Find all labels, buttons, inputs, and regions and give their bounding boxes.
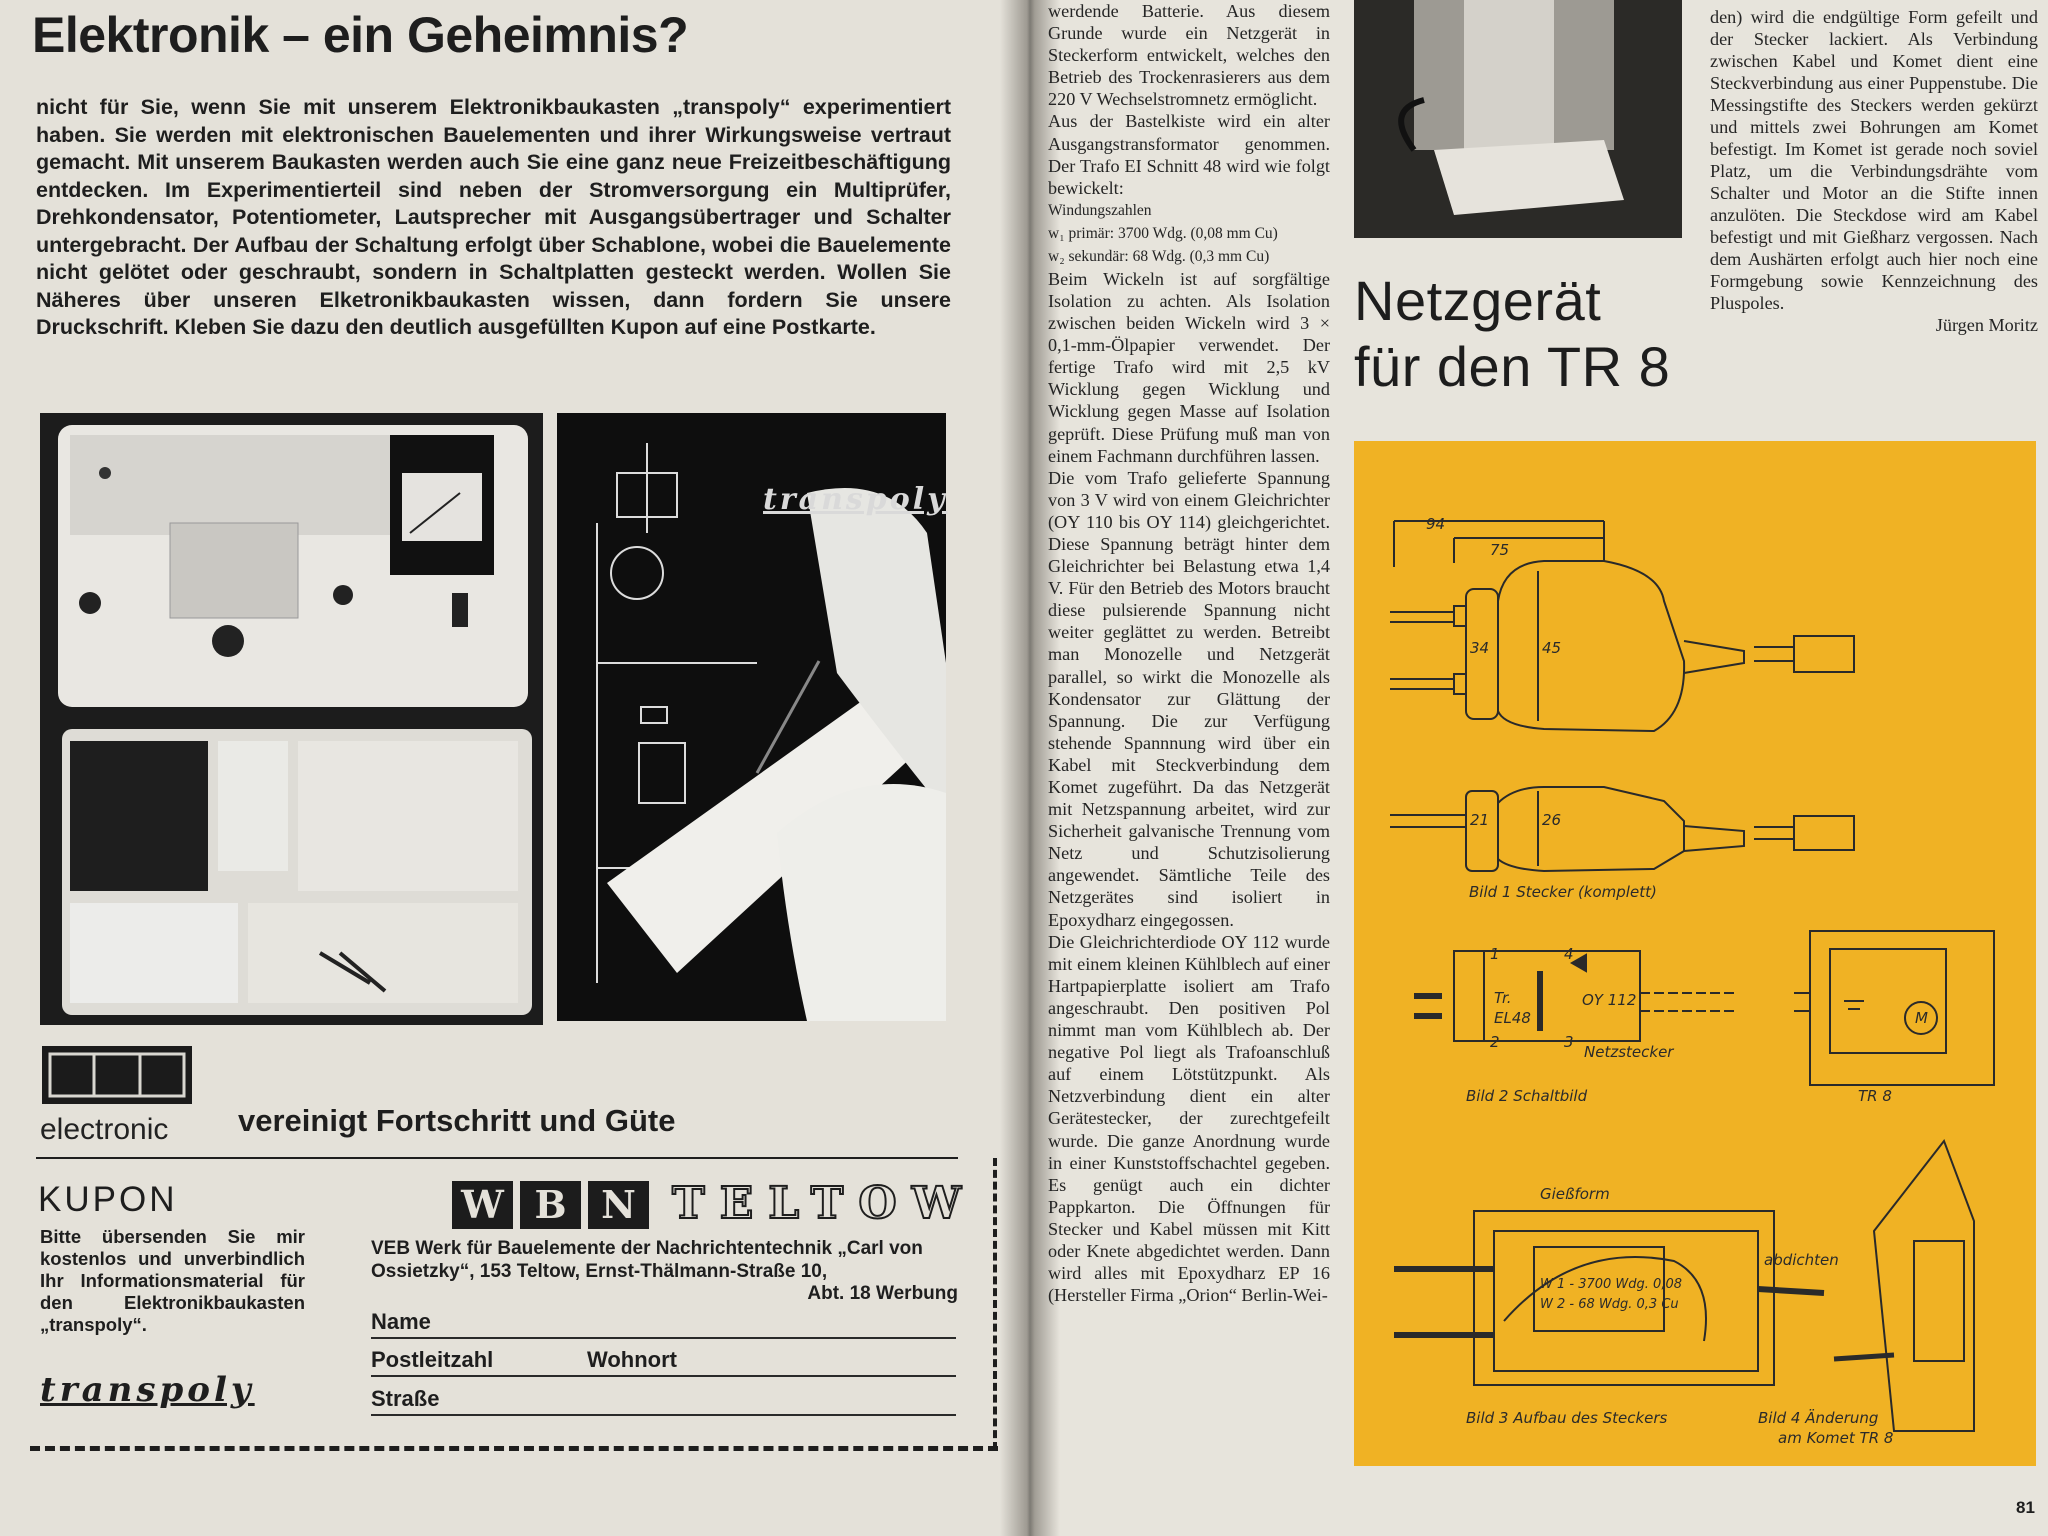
dim-21: 21 (1470, 811, 1490, 829)
figure-caption-1: Bild 1 Stecker (komplett) (1469, 883, 1657, 901)
veb-address-text: VEB Werk für Bauelemente der Nachrichtentechnik „Carl von Ossietzky“, 153 Teltow, Ernst-Thälmann-Straße 10, (371, 1238, 923, 1282)
label-pin-4: 4 (1564, 945, 1574, 963)
figure-caption-4b: am Komet TR 8 (1778, 1429, 1894, 1447)
dim-34: 34 (1470, 639, 1490, 657)
device-photo (1354, 0, 1682, 238)
col1-paragraph: werdende Batterie. Aus diesem Grunde wurde ein Netzgerät in Steckerform entwickelt, welches den Betrieb des Trockenrasierers aus dem 220 V Wechselstromnetz ermöglicht. (1048, 1, 1330, 110)
veb-address (371, 1238, 958, 1306)
ad-intro-text: nicht für Sie, wenn Sie mit unserem Elektronikbaukasten „transpoly“ experimentiert haben. Sie werden mit elektronischen Bauelementen und ihrer Wirkungsweise vertraut gemacht. Mit unserem Baukasten werden auch Sie eine ganz neue Freizeitbeschäftigung entdecken. Im Experimentierteil sind neben der Stromversorgung ein Multiprüfer, Drehkondensator, Potentiometer, Lautsprecher mit Ausgangsübertrager und Schalter untergebracht. Der Aufbau der Schaltung erfolgt über Schablone, wobei die Bauelemente nicht gelötet oder geschraubt, sondern in Schaltplatten gesteckt werden. Wollen Sie Näheres über unseren Elketronikbaukasten wissen, dann fordern Sie unsere Druckschrift. Kleben Sie dazu den deutlich ausgefüllten Kupon auf eine Postkarte. (36, 95, 951, 339)
article-column-1 (1048, 0, 1330, 1306)
wbn-letter-n: N (588, 1181, 649, 1229)
form-name-field[interactable] (371, 1309, 956, 1339)
coupon-cut-line (30, 1446, 998, 1451)
form-name-label: Name (371, 1309, 431, 1334)
label-pin-3: 3 (1564, 1033, 1574, 1051)
figure-caption-3: Bild 3 Aufbau des Steckers (1466, 1409, 1668, 1427)
label-pin-1: 1 (1490, 945, 1500, 963)
rft-slogan: vereinigt Fortschritt und Güte (238, 1103, 676, 1138)
windings-heading: Windungszahlen (1048, 201, 1152, 219)
col1-paragraph: Beim Wickeln ist auf sorgfältige Isolation zu achten. Als Isolation zwischen beiden Wickeln wird 3 × 0,1-mm-Ölpapier verwendet. Der fertige Trafo wird mit 2,5 kV Wicklung gegen Wicklung und Wicklung gegen Masse auf Isolation geprüft. Diese Prüfung muß man von einem Fachmann durchführen lassen. (1048, 268, 1330, 466)
article-title-line-2: für den TR 8 (1354, 335, 1671, 398)
col3-paragraph: den) wird die endgültige Form gefeilt und der Stecker lackiert. Als Verbindung zwischen Kabel und Komet dient eine Steckverbindung aus einer Puppenstube. Die Messingstifte des Steckers werden gekürzt und mittels zwei Bohrungen am Komet befestigt. Im Komet ist gerade noch soviel Platz, um die Verbindungsdrähte vom Schalter und Motor an die Stifte innen anzulöten. Die Steckdose wird am Kabel befestigt und mit Gießharz vergossen. Nach dem Aushärten erfolgt auch hier noch eine Formgebung sowie Kennzeichnung des Pluspoles. (1710, 7, 2038, 313)
wbn-letter-w: W (452, 1181, 513, 1229)
label-tr: Tr. (1494, 989, 1512, 1007)
article-author: Jürgen Moritz (1935, 315, 2038, 335)
col1-paragraph: Die Gleichrichterdiode OY 112 wurde mit einem kleinen Kühlblech auf einer Hartpapierplatte isoliert am Trafo angeschraubt. Den positiven Pol nimmt man vom Kühlblech ab. Der negative Pol liegt als Trafoanschluß auf einem Lötstützpunkt. Als Netzverbindung dient ein alter Gerätestecker, der zurechtgefeilt wurde. Die ganze Anordnung wurde in einer Kunststoffschachtel gegeben. Es genügt auch ein dichter Pappkarton. Die Öffnungen für Stecker und Kabel müssen mit Kitt oder Knete abgedichtet werden. Dann wird alles mit Epoxydharz EP 16 (Hersteller Firma „Orion“ Berlin-Wei- (1048, 931, 1330, 1306)
windings-primary: w₁ primär: 3700 Wdg. (0,08 mm Cu) (1048, 224, 1278, 242)
windings-secondary: w₂ sekundär: 68 Wdg. (0,3 mm Cu) (1048, 247, 1270, 265)
wbn-logo (452, 1181, 649, 1229)
kit-photo (40, 413, 543, 1025)
form-street-field[interactable] (371, 1386, 956, 1416)
veb-department: Abt. 18 Werbung (807, 1283, 958, 1304)
figure-caption-2: Bild 2 Schaltbild (1466, 1087, 1588, 1105)
form-street-label: Straße (371, 1386, 440, 1411)
form-postcode-label: Postleitzahl (371, 1347, 494, 1372)
transpoly-watermark: transpoly (763, 482, 948, 517)
article-title-line-1: Netzgerät (1354, 269, 1602, 332)
label-abdichten: abdichten (1764, 1251, 1839, 1269)
ad-headline: Elektronik – ein Geheimnis? (32, 7, 689, 63)
transpoly-logo: transpoly (40, 1370, 255, 1410)
dim-26: 26 (1542, 811, 1562, 829)
label-el48: EL48 (1494, 1009, 1531, 1027)
figure-caption-4a: Bild 4 Änderung (1758, 1409, 1879, 1427)
label-giessform: Gießform (1540, 1185, 1610, 1203)
figure-caption-tr8: TR 8 (1858, 1087, 1892, 1105)
dim-94: 94 (1426, 515, 1446, 533)
label-oy112: OY 112 (1582, 991, 1637, 1009)
kupon-text: Bitte übersenden Sie mir kostenlos und unverbindlich Ihr Informationsmaterial für den Elektronikbaukasten „transpoly“. (40, 1226, 305, 1335)
label-winding-2: W 2 - 68 Wdg. 0,3 Cu (1540, 1297, 1679, 1312)
rft-logo (42, 1046, 192, 1104)
page-number: 81 (2016, 1498, 2035, 1517)
article-title (1354, 268, 1670, 400)
form-postcode-field[interactable] (371, 1347, 956, 1377)
wbn-letter-b: B (520, 1181, 581, 1229)
label-pin-2: 2 (1490, 1033, 1500, 1051)
dim-45: 45 (1542, 639, 1562, 657)
article-column-3 (1710, 6, 2038, 336)
teltow-logo: TELTOW (672, 1178, 977, 1229)
rft-electronic-label: electronic (40, 1113, 169, 1146)
form-city-label: Wohnort (587, 1347, 678, 1372)
label-netzstecker: Netzstecker (1584, 1043, 1674, 1061)
kupon-title: KUPON (38, 1180, 178, 1219)
label-winding-1: W 1 - 3700 Wdg. 0,08 (1540, 1277, 1682, 1292)
technical-drawings (1354, 441, 2036, 1466)
coupon-top-rule (36, 1157, 958, 1159)
col1-paragraph: Aus der Bastelkiste wird ein alter Ausgangstransformator genommen. Der Trafo EI Schnitt 48 wird wie folgt bewickelt: (1048, 111, 1330, 198)
coupon-cut-line-vertical (993, 1158, 997, 1450)
col1-paragraph: Die vom Trafo gelieferte Spannung von 3 V wird von einem Gleichrichter (OY 110 bis OY 114) gleichgerichtet. Diese Spannung beträgt hinter dem Gleichrichter bei Belastung etwa 1,4 V. Für den Betrieb des Motors braucht diese pulsierende Spannung nicht weiter geglättet zu werden. Betreibt man Monozelle und Netzgerät parallel, so wirkt die Monozelle als Kondensator zur Glättung der Spannung. Die zur Verfügung stehende Spannnung wird über ein Kabel mit Steckverbindung dem Komet zugeführt. Da das Netzgerät mit Netzspannung arbeitet, wird zur Sicherheit galvanische Trennung vom Netz und Schutzisolierung angewendet. Sämtliche Teile des Netzgerätes sind isoliert in Epoxydharz eingegossen. (1048, 467, 1330, 930)
dim-75: 75 (1490, 541, 1510, 559)
label-motor: M (1915, 1009, 1928, 1027)
